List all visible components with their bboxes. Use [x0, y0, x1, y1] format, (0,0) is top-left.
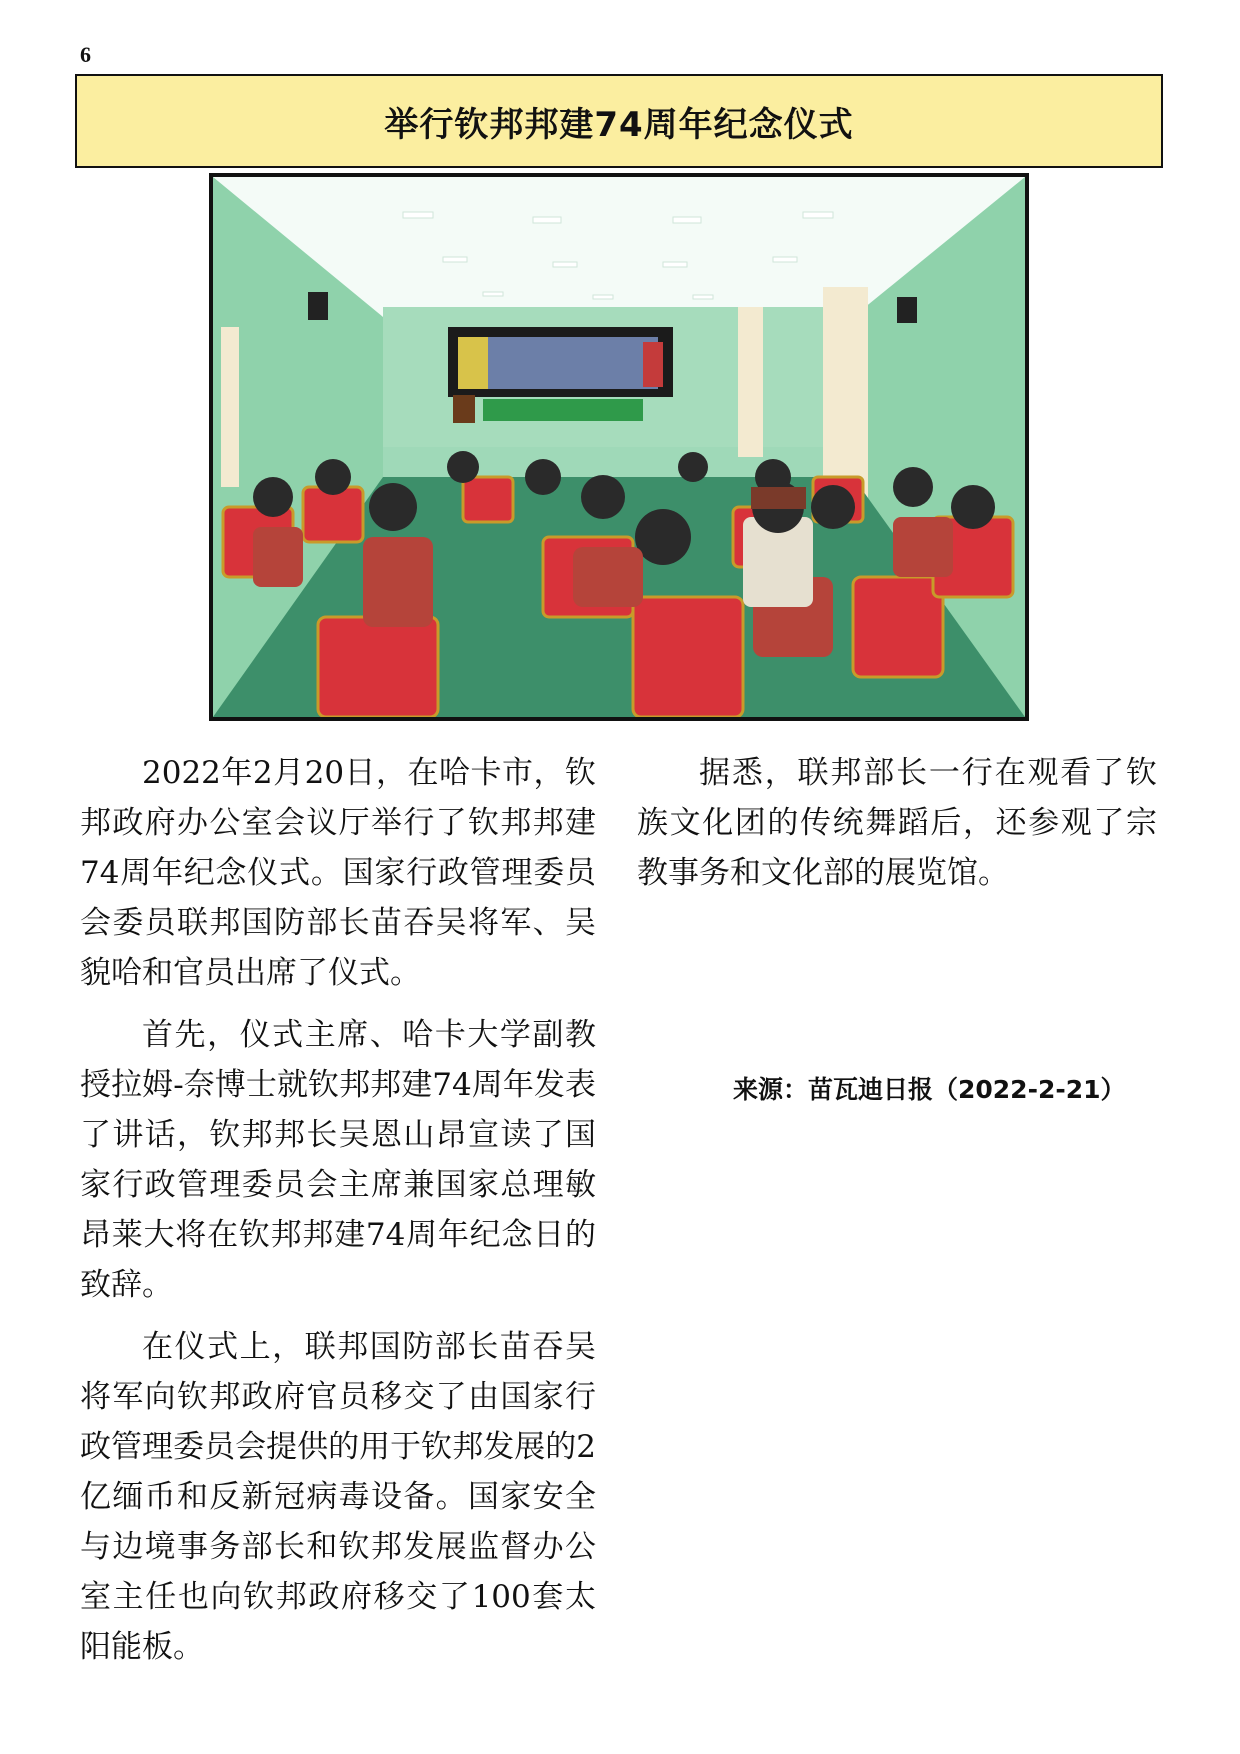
paragraph: 首先，仪式主席、哈卡大学副教授拉姆-奈博士就钦邦邦建74周年发表了讲话，钦邦邦长吴恩山昂宣读了国家行政管理委员会主席兼国家总理敏昂莱大将在钦邦邦建74周年纪念日的致辞。 [80, 1017, 596, 1303]
right-column [637, 748, 1157, 910]
conference-hall-photo [209, 173, 1029, 721]
window-left [221, 327, 239, 487]
title-banner [75, 74, 1163, 168]
paragraph: 在仪式上，联邦国防部长苗吞吴将军向钦邦政府官员移交了由国家行政管理委员会提供的用于钦邦发展的2亿缅币和反新冠病毒设备。国家安全与边境事务部长和钦邦发展监督办公室主任也向钦邦政府移交了100套太阳能板。 [80, 1329, 596, 1665]
stage-table [483, 399, 643, 421]
paragraph: 2022年2月20日，在哈卡市，钦邦政府办公室会议厅举行了钦邦邦建74周年纪念仪式。国家行政管理委员会委员联邦国防部长苗吞吴将军、吴貌哈和官员出席了仪式。 [80, 755, 596, 991]
photo-illustration [213, 177, 1025, 717]
page-number: 6 [80, 42, 91, 67]
source-citation: 来源：苗瓦迪日报（2022-2-21） [733, 1075, 1126, 1104]
paragraph: 据悉，联邦部长一行在观看了钦族文化团的传统舞蹈后，还参观了宗教事务和文化部的展览馆。 [637, 755, 1157, 891]
left-column [80, 748, 596, 1684]
article-title: 举行钦邦邦建74周年纪念仪式 [384, 104, 854, 145]
